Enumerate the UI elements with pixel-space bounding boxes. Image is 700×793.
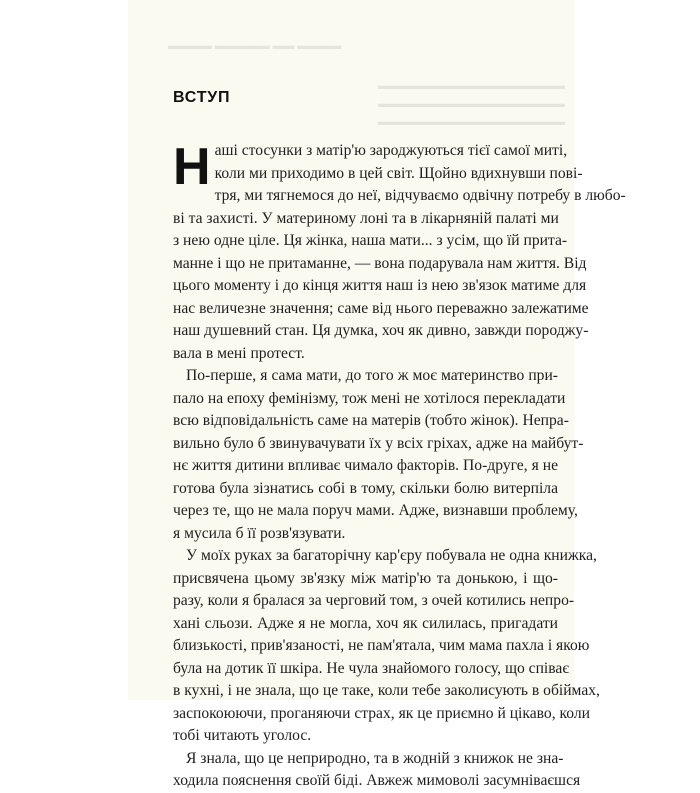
body-text <box>173 138 626 793</box>
text-line: аші стосунки з матір'ю зароджуються тієї самої миті, <box>214 142 568 159</box>
text-line: заспокоюючи, проганяючи страх, як це приємно й цікаво, коли <box>173 704 591 722</box>
drop-cap: Н <box>173 138 211 196</box>
book-page <box>128 0 626 789</box>
text-line: хані сльози. Адже я не могла, хоч як силилась, пригадати <box>173 614 558 632</box>
chapter-heading: ВСТУП <box>173 89 231 106</box>
text-line: ходила пояснення своїй біді. Авжеж мимоволі засумніваєшся <box>173 772 581 789</box>
text-line: нє життя дитини впливає чимало факторів. По-друге, я не <box>173 457 558 474</box>
text-line: була на дотик її шкіра. Не чула знайомого голосу, що співає <box>173 659 570 677</box>
bleed-through-decoration: ▬▬▬▬▬▬▬▬▬▬▬▬▬▬▬▬▬ <box>378 98 565 110</box>
text-line: тобі читають уголос. <box>173 727 312 744</box>
text-line: цього моменту і до кінця життя наш із нею зв'язок матиме для <box>173 277 587 294</box>
text-line: наш душевний стан. Ця думка, хоч як дивно, завжди породжу- <box>173 322 589 339</box>
text-line: я мусила б її розв'язувати. <box>173 524 346 542</box>
bleed-through-decoration: ▬▬▬▬▬▬▬▬▬▬▬▬▬▬▬▬▬ <box>378 80 565 92</box>
text-line: присвячена цьому зв'язку між матір'ю та донькою, і що- <box>173 569 558 587</box>
paragraph-1 <box>173 138 626 365</box>
text-line: близькості, прив'язаності, не пам'ятала, чим мама пахла і якою <box>173 637 590 654</box>
text-line: через те, що не мала поруч мами. Адже, визнавши проблему, <box>173 502 578 519</box>
text-line: У моїх руках за багаторічну кар'єру побувала не одна книжка, <box>186 547 597 564</box>
text-line: коли ми приходимо в цей світ. Щойно вдихнувши пові- <box>214 164 583 182</box>
text-line: вала в мені протест. <box>173 344 305 362</box>
text-line: вильно було б звинувачувати їх у всіх гріхах, адже на майбут- <box>173 434 584 452</box>
text-line: ві та захисті. У материному лоні та в лікарняній палаті ми <box>173 209 559 227</box>
text-line: пало на епоху фемінізму, тож мені не хотілося перекладати <box>173 389 566 407</box>
text-line: По-перше, я сама мати, до того ж моє материнство при- <box>186 367 558 384</box>
bleed-through-decoration: ▬▬▬▬▬▬▬▬▬▬▬▬▬▬▬▬▬ <box>378 116 565 128</box>
text-line: з нею одне ціле. Ця жінка, наша мати... з усім, що їй прита- <box>173 232 568 249</box>
text-line: в кухні, і не знала, що це таке, коли тебе заколисують в обіймах, <box>173 682 600 699</box>
text-line: всю відповідальність саме на матерів (тобто жінок). Непра- <box>173 412 569 429</box>
text-line: тря, ми тягнемося до неї, відчуваємо одвічну потребу в любо- <box>214 187 626 204</box>
text-line: Я знала, що це неприродно, та в жодній з книжок не зна- <box>186 749 564 767</box>
text-line: манне і що не притаманне, — вона подарувала нам життя. Від <box>173 254 587 272</box>
paragraph-2 <box>173 365 584 545</box>
text-line: готова була зізнатись собі в тому, скільки болю витерпіла <box>173 479 558 497</box>
text-line: нас величезне значення; саме від нього переважно залежатиме <box>173 299 589 317</box>
text-line: разу, коли я бралася за черговий том, з очей котились непро- <box>173 592 575 609</box>
paragraph-3 <box>173 545 600 748</box>
bleed-through-decoration: ▬▬▬▬ ▬▬ ▬▬▬▬▬ ▬▬▬▬ <box>168 40 342 52</box>
paragraph-4 <box>173 748 581 793</box>
